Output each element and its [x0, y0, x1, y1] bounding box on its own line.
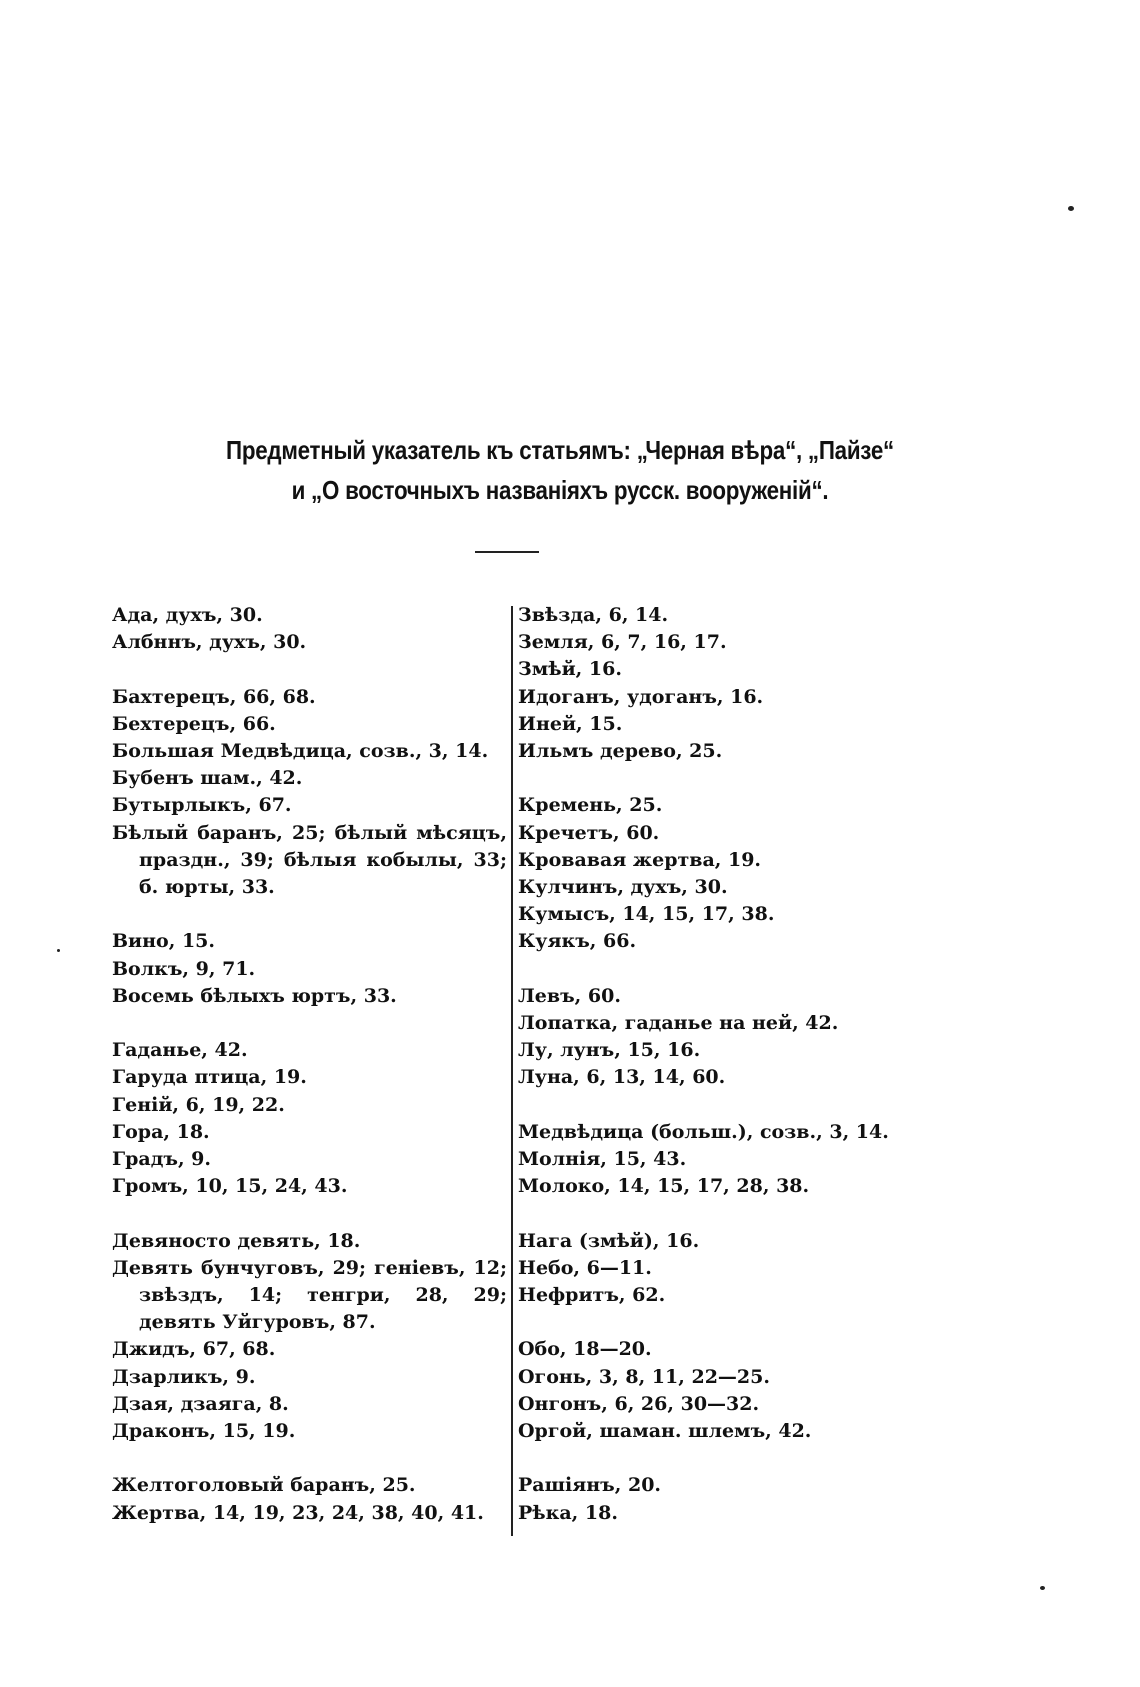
index-column-left: [112, 602, 507, 1527]
index-entry: Кумысъ, 14, 15, 17, 38.: [518, 903, 775, 926]
column-divider: [511, 606, 513, 1536]
index-entry: Жертва, 14, 19, 23, 24, 38, 40, 41.: [112, 1501, 484, 1524]
index-entry: Восемь бѣлыхъ юртъ, 33.: [112, 984, 397, 1007]
index-entry: Онгонъ, 6, 26, 30—32.: [518, 1392, 760, 1415]
entry-gap: [518, 1445, 918, 1472]
entry-gap: [518, 1200, 918, 1227]
entry-gap: [112, 901, 507, 928]
title-line-2: и „О восточныхъ названіяхъ русск. вооруженій“.: [291, 475, 829, 505]
entry-gap: [112, 1010, 507, 1037]
index-entry: Вино, 15.: [112, 930, 216, 953]
index-entry: Молоко, 14, 15, 17, 28, 38.: [518, 1175, 810, 1198]
page-title: [130, 430, 990, 510]
index-entry: Девяносто девять, 18.: [112, 1229, 361, 1252]
index-entry: Кулчинъ, духъ, 30.: [518, 876, 728, 899]
index-entry: Бѣлый баранъ, 25; бѣлый мѣсяцъ, праздн., 39; бѣлыя кобылы, 33; б. юрты, 33.: [112, 821, 507, 899]
index-entry: Бутырлыкъ, 67.: [112, 794, 292, 817]
index-entry: Бубенъ шам., 42.: [112, 767, 303, 790]
title-line-1: Предметный указатель къ статьямъ: „Черная вѣра“, „Пайзе“: [226, 435, 894, 465]
index-entry: Гора, 18.: [112, 1120, 210, 1143]
index-entry: Небо, 6—11.: [518, 1256, 652, 1279]
index-entry: Обо, 18—20.: [518, 1338, 652, 1361]
index-entry: Оргой, шаман. шлемъ, 42.: [518, 1420, 812, 1443]
entry-gap: [112, 1200, 507, 1227]
index-entry: Медвѣдица (больш.), созв., 3, 14.: [518, 1120, 889, 1143]
index-entry: Гаданье, 42.: [112, 1039, 248, 1062]
index-entry: Драконъ, 15, 19.: [112, 1420, 296, 1443]
index-entry: Кречетъ, 60.: [518, 821, 660, 844]
entry-gap: [518, 1092, 918, 1119]
index-entry: Молнія, 15, 43.: [518, 1148, 687, 1171]
index-entry: Рашіянъ, 20.: [518, 1474, 662, 1497]
index-entry: Волкъ, 9, 71.: [112, 957, 256, 980]
entry-gap: [112, 656, 507, 683]
title-rule: [475, 551, 539, 553]
index-entry: Ильмъ дерево, 25.: [518, 740, 723, 763]
index-entry: Кремень, 25.: [518, 794, 663, 817]
print-speck: [1068, 206, 1074, 211]
entry-gap: [518, 1309, 918, 1336]
entry-gap: [112, 1445, 507, 1472]
print-speck: [1040, 1586, 1045, 1590]
index-entry: Звѣзда, 6, 14.: [518, 604, 669, 626]
index-entry: Лу, лунъ, 15, 16.: [518, 1039, 701, 1062]
index-entry: Ада, духъ, 30.: [112, 604, 263, 626]
index-entry: Дзарликъ, 9.: [112, 1365, 256, 1388]
index-entry: Кровавая жертва, 19.: [518, 848, 762, 871]
index-entry: Левъ, 60.: [518, 984, 621, 1007]
index-entry: Лопатка, гаданье на ней, 42.: [518, 1012, 839, 1035]
entry-gap: [518, 765, 918, 792]
index-entry: Джидъ, 67, 68.: [112, 1338, 276, 1361]
index-entry: Луна, 6, 13, 14, 60.: [518, 1066, 726, 1089]
index-entry: Девять бунчуговъ, 29; геніевъ, 12; звѣздъ, 14; тенгри, 28, 29; девять Уйгуровъ, 87.: [112, 1256, 507, 1334]
index-entry: Нефритъ, 62.: [518, 1284, 666, 1307]
index-entry: Громъ, 10, 15, 24, 43.: [112, 1175, 348, 1198]
print-speck: [57, 949, 60, 952]
index-entry: Дзая, дзаяга, 8.: [112, 1392, 289, 1415]
index-entry: Албннъ, духъ, 30.: [112, 631, 307, 654]
index-entry: Большая Медвѣдица, созв., 3, 14.: [112, 740, 489, 762]
index-entry: Огонь, 3, 8, 11, 22—25.: [518, 1365, 770, 1388]
index-entry: Гаруда птица, 19.: [112, 1066, 307, 1089]
index-entry: Змѣй, 16.: [518, 658, 622, 681]
index-entry: Иней, 15.: [518, 712, 623, 735]
index-entry: Нага (змѣй), 16.: [518, 1229, 700, 1252]
index-entry: Геній, 6, 19, 22.: [112, 1093, 285, 1116]
index-entry: Желтоголовый баранъ, 25.: [112, 1474, 416, 1497]
index-entry: Земля, 6, 7, 16, 17.: [518, 631, 727, 654]
entry-gap: [518, 956, 918, 983]
index-entry: Градъ, 9.: [112, 1148, 212, 1171]
index-entry: Рѣка, 18.: [518, 1501, 618, 1524]
index-entry: Бехтерецъ, 66.: [112, 712, 276, 735]
index-entry: Куякъ, 66.: [518, 930, 637, 953]
index-entry: Бахтерецъ, 66, 68.: [112, 685, 316, 708]
index-entry: Идоганъ, удоганъ, 16.: [518, 685, 764, 708]
index-column-right: [518, 602, 918, 1527]
